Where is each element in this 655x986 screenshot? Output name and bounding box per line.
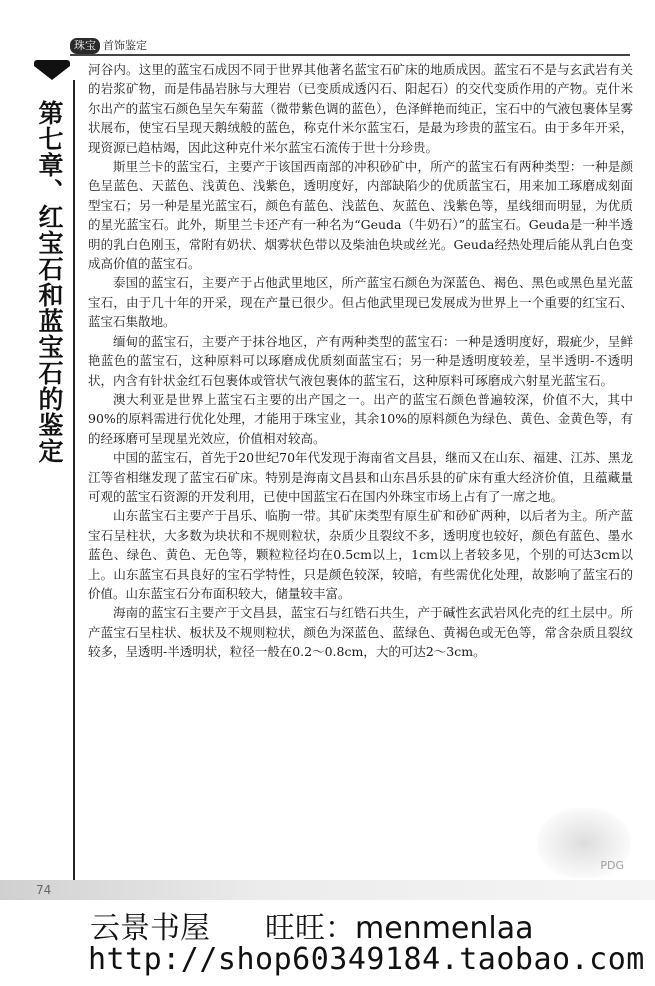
paragraph: 海南的蓝宝石主要产于文昌县，蓝宝石与红锆石共生，产于碱性玄武岩风化壳的红土层中。所产蓝宝石呈柱状、板状及不规则粒状，颜色为深蓝色、蓝绿色、黄褐色或无色等，常含杂质且裂纹较多，呈透明-半透明状，粒径一般在0.2～0.8cm，大的可达2～3cm。	[88, 605, 633, 660]
header-badge: 珠宝	[70, 38, 100, 54]
header-rule	[70, 54, 630, 56]
footer-band	[0, 880, 655, 900]
paragraph: 河谷内。这里的蓝宝石成因不同于世界其他著名蓝宝石矿床的地质成因。蓝宝石不是与玄武岩有关的岩浆矿物，而是伟晶岩脉与大理岩（已变质成透闪石、阳起石）的交代变质作用的产物。克什米尔出产的蓝宝石颜色呈矢车菊蓝（微带紫色调的蓝色），色泽鲜艳而纯正，宝石中的气液包裹体呈雾状展布，使宝石呈现天鹅绒般的蓝色，称克什米尔蓝宝石，是最为珍贵的蓝宝石。由于多年开采，现资源已趋枯竭，因此这种克什米尔蓝宝石流传于世十分珍贵。	[88, 62, 633, 155]
running-header	[70, 34, 147, 52]
stamp-watermark	[538, 808, 630, 878]
chapter-title: 第七章、红宝石和蓝宝石的鉴定	[35, 100, 64, 464]
paragraph: 泰国的蓝宝石，主要产于占他武里地区，所产蓝宝石颜色为深蓝色、褐色、黑色或黑色星光蓝宝石，由于几十年的开采，现在产量已很少。但占他武里现已发展成为世界上一个重要的红宝石、蓝宝石集散地。	[88, 275, 633, 330]
chapter-side-rule	[73, 80, 75, 880]
paragraph: 中国的蓝宝石，首先于20世纪70年代发现于海南省文昌县，继而又在山东、福建、江苏、黑龙江等省相继发现了蓝宝石矿床。特别是海南文昌县和山东昌乐县的矿床有重大经济价值，且蕴藏量可观的蓝宝石资源的开发利用，已使中国蓝宝石在国内外珠宝市场上占有了一席之地。	[88, 450, 633, 504]
paragraph: 山东蓝宝石主要产于昌乐、临朐一带。其矿床类型有原生矿和砂矿两种，以后者为主。所产蓝宝石呈柱状，大多数为块状和不规则粒状，杂质少且裂纹不多，透明度也较好，颜色有蓝色、墨水蓝色、绿色、黄色、无色等，颗粒粒径均在0.5cm以上，1cm以上者较多见，个别的可达3cm以上。山东蓝宝石具良好的宝石学特性，只是颜色较深，较暗，有些需优化处理，故影响了蓝宝石的价值。山东蓝宝石分布面积较大，储量较丰富。	[88, 508, 633, 601]
shop-name: 云景书屋	[90, 911, 210, 946]
shop-watermark	[90, 903, 534, 947]
diamond-ornament-icon	[34, 66, 70, 80]
page-number: 74	[36, 883, 52, 897]
paragraph: 澳大利亚是世界上蓝宝石主要的出产国之一。出产的蓝宝石颜色普遍较深，价值不大，其中90%的原料需进行优化处理，才能用于珠宝业，其余10%的原料颜色为绿色、黄色、金黄色等，有的经琢磨可呈现星光效应，价值相对较高。	[88, 391, 633, 446]
stamp-text: PDG	[600, 859, 624, 872]
paragraph: 斯里兰卡的蓝宝石，主要产于该国西南部的冲积砂矿中，所产的蓝宝石有两种类型：一种是颜色呈蓝色、天蓝色、浅黄色、浅紫色，透明度好，内部缺陷少的优质蓝宝石，用来加工琢磨成刻面型宝石；另一种是星光蓝宝石，颜色有蓝色、浅蓝色、灰蓝色、浅紫色等，星线细而明显，为优质的星光蓝宝石。此外，斯里兰卡还产有一种名为“Geuda（牛奶石）”的蓝宝石。Geuda是一种半透明的乳白色刚玉，常附有奶状、烟雾状色带以及柴油色块或丝光。Geuda经热处理后能从乳白色变成高价值的蓝宝石。	[88, 159, 633, 272]
wangwang-id: 旺旺：menmenlaa	[265, 911, 534, 946]
paragraph: 缅甸的蓝宝石，主要产于抹谷地区，产有两种类型的蓝宝石：一种是透明度好，瑕疵少，呈鲜艳蓝色的蓝宝石，这种原料可以琢磨成优质刻面蓝宝石；另一种是透明度较差，呈半透明-不透明状，内含有针状金红石包裹体或管状气液包裹体的蓝宝石，这种原料可琢磨成六射星光蓝宝石。	[88, 333, 633, 388]
shop-url: http://shop60349184.taobao.com	[88, 942, 645, 977]
header-title: 首饰鉴定	[103, 39, 147, 52]
body-text	[88, 60, 633, 662]
